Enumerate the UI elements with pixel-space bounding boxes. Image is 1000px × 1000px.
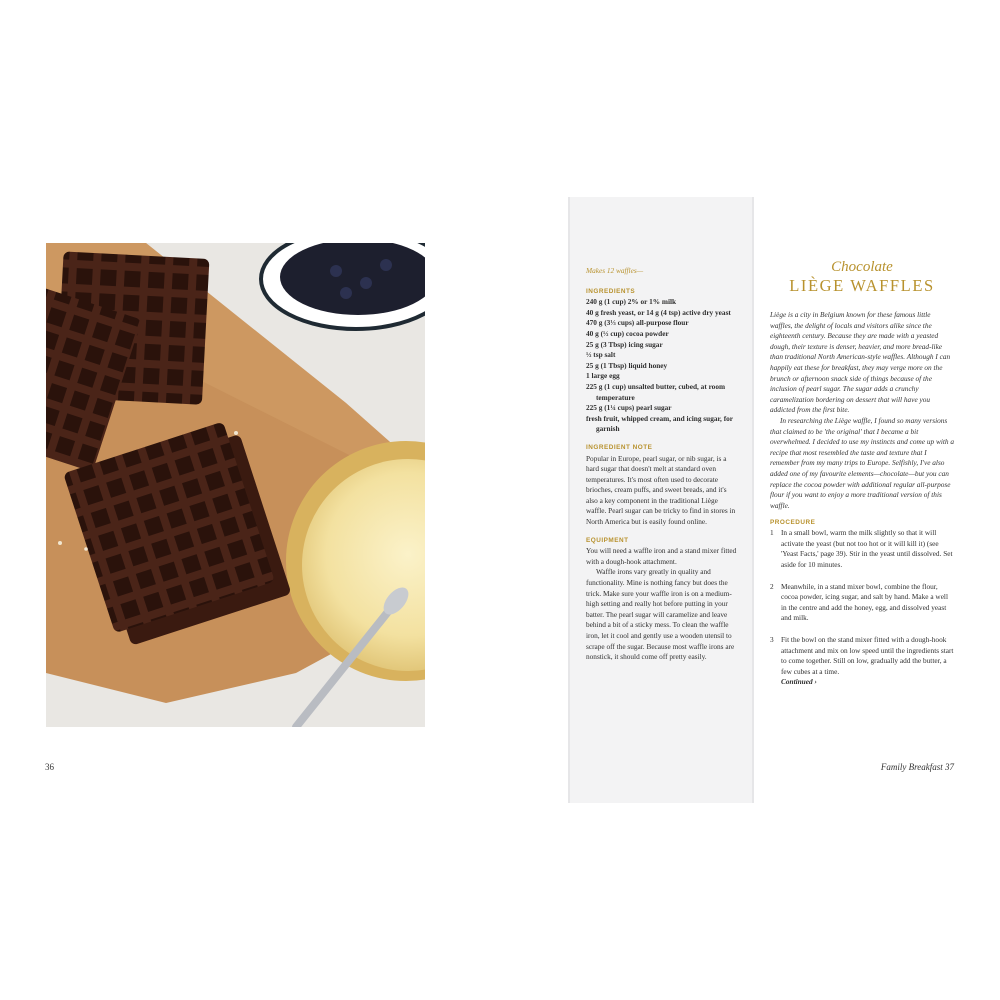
intro-paragraph-2: In researching the Liège waffle, I found so many versions that claimed to be 'the original' that I became a bit overwhelmed. I decided to use my instincts and come up with a recipe that most resembled the taste and texture that I remember from my many trips to Europe. Selfishly, I've also added one of my favourite elements—chocolate—but you can replace the cocoa powder with additional regular all-purpose flour if you want to enjoy a more traditional version of this waffle. — [770, 415, 955, 510]
equipment-note — [586, 546, 740, 663]
ingredients-heading: INGREDIENTS — [586, 287, 636, 295]
procedure-step — [770, 635, 954, 688]
ingredient-item: fresh fruit, whipped cream, and icing sugar, for garnish — [586, 413, 733, 434]
waffles-photo — [46, 243, 425, 727]
ingredient-item: 40 g fresh yeast, or 14 g (4 tsp) active dry yeast — [586, 307, 731, 317]
recipe-title-script: Chocolate — [831, 259, 893, 275]
ingredient-note-heading: INGREDIENT NOTE — [586, 443, 653, 451]
step-text: Meanwhile, in a stand mixer bowl, combine the flour, cocoa powder, icing sugar, and salt by hand. Make a well in the centre and add the honey, egg, and dissolved yeast and milk. — [781, 581, 948, 623]
recipe-title: LIÈGE WAFFLES — [789, 276, 935, 295]
ingredient-item: 25 g (1 Tbsp) liquid honey — [586, 360, 668, 370]
recipe-column — [770, 258, 954, 699]
procedure-steps — [770, 528, 954, 688]
equipment-text-1: You will need a waffle iron and a stand mixer fitted with a dough-hook attachment. — [586, 546, 737, 566]
equipment-text-2: Waffle irons vary greatly in quality and functionality. Mine is nothing fancy but does the trick. Make sure your waffle iron is on a medium-high setting and really hot before putting in your batter. The pearl sugar will caramelize and leave behind a bit of a sticky mess. To clean the waffle iron, let it cool and gently use a wooden utensil to scrape off the sugar. Because most waffle irons are nonstick, it should come off pretty easily. — [586, 567, 735, 662]
ingredient-item: 240 g (1 cup) 2% or 1% milk — [586, 297, 677, 307]
step-number: 1 — [770, 528, 774, 538]
ingredient-item: ½ tsp salt — [586, 350, 616, 360]
recipe-intro — [770, 310, 954, 511]
ingredient-item: 40 g (½ cup) cocoa powder — [586, 328, 669, 338]
step-number: 2 — [770, 581, 774, 591]
ingredient-note-text: Popular in Europe, pearl sugar, or nib sugar, is a hard sugar that doesn't melt at standard oven temperatures. It's most often used to decorate brioches, cream puffs, and sweet breads, and it's also a key component in the traditional Liège waffle. Pearl sugar can be tricky to find in stores in North America but is easily found online. — [586, 453, 736, 527]
ingredient-item: 1 large egg — [586, 371, 620, 381]
yield-value: Makes 12 waffles — [586, 266, 637, 275]
intro-paragraph-1: Liège is a city in Belgium known for these famous little waffles, the delight of locals and visitors alike since the eighteenth century. Because they are made with a yeasted dough, their texture is denser, heavier, and more bread-like than traditional North American-style waffles. Although I can happily eat these for breakfast, they may verge more on the brunch or afternoon snack side of things because of the inclusion of pearl sugar. The sugar adds a crunchy caramelization bordering on dessert that will have you addicted from the first bite. — [770, 310, 951, 415]
recipe-sidebar — [568, 197, 754, 803]
page-number-right: Family Breakfast 37 — [880, 762, 954, 772]
page-number-left: 36 — [45, 762, 54, 772]
ingredient-item: 470 g (3⅓ cups) all-purpose flour — [586, 318, 689, 328]
procedure-step — [770, 528, 954, 570]
equipment-heading: EQUIPMENT — [586, 536, 629, 544]
procedure-heading: PROCEDURE — [770, 519, 816, 527]
ingredient-item: 225 g (1¼ cups) pearl sugar — [586, 403, 672, 413]
yield-text: Makes 12 waffles— — [586, 266, 644, 275]
sidebar-content — [586, 266, 740, 663]
step-text: In a small bowl, warm the milk slightly so that it will activate the yeast (but not too hot or it will kill it) (see 'Yeast Facts,' page 39). Stir in the yeast until dissolved. Set aside for 10 minutes. — [781, 528, 953, 570]
procedure-step — [770, 582, 954, 624]
continued-link[interactable]: Continued › — [781, 677, 817, 687]
ingredients-list — [586, 297, 740, 435]
ingredient-note — [586, 454, 740, 528]
ingredient-item: 225 g (1 cup) unsalted butter, cubed, at room temperature — [586, 381, 726, 402]
step-text: Fit the bowl on the stand mixer fitted with a dough-hook attachment and mix on low speed until the ingredients start to come together. Still on low, gradually add the butter, a few cubes at a time. — [781, 635, 954, 676]
ingredient-item: 25 g (3 Tbsp) icing sugar — [586, 339, 663, 349]
step-number: 3 — [770, 635, 774, 645]
waffles-illustration — [46, 243, 425, 727]
